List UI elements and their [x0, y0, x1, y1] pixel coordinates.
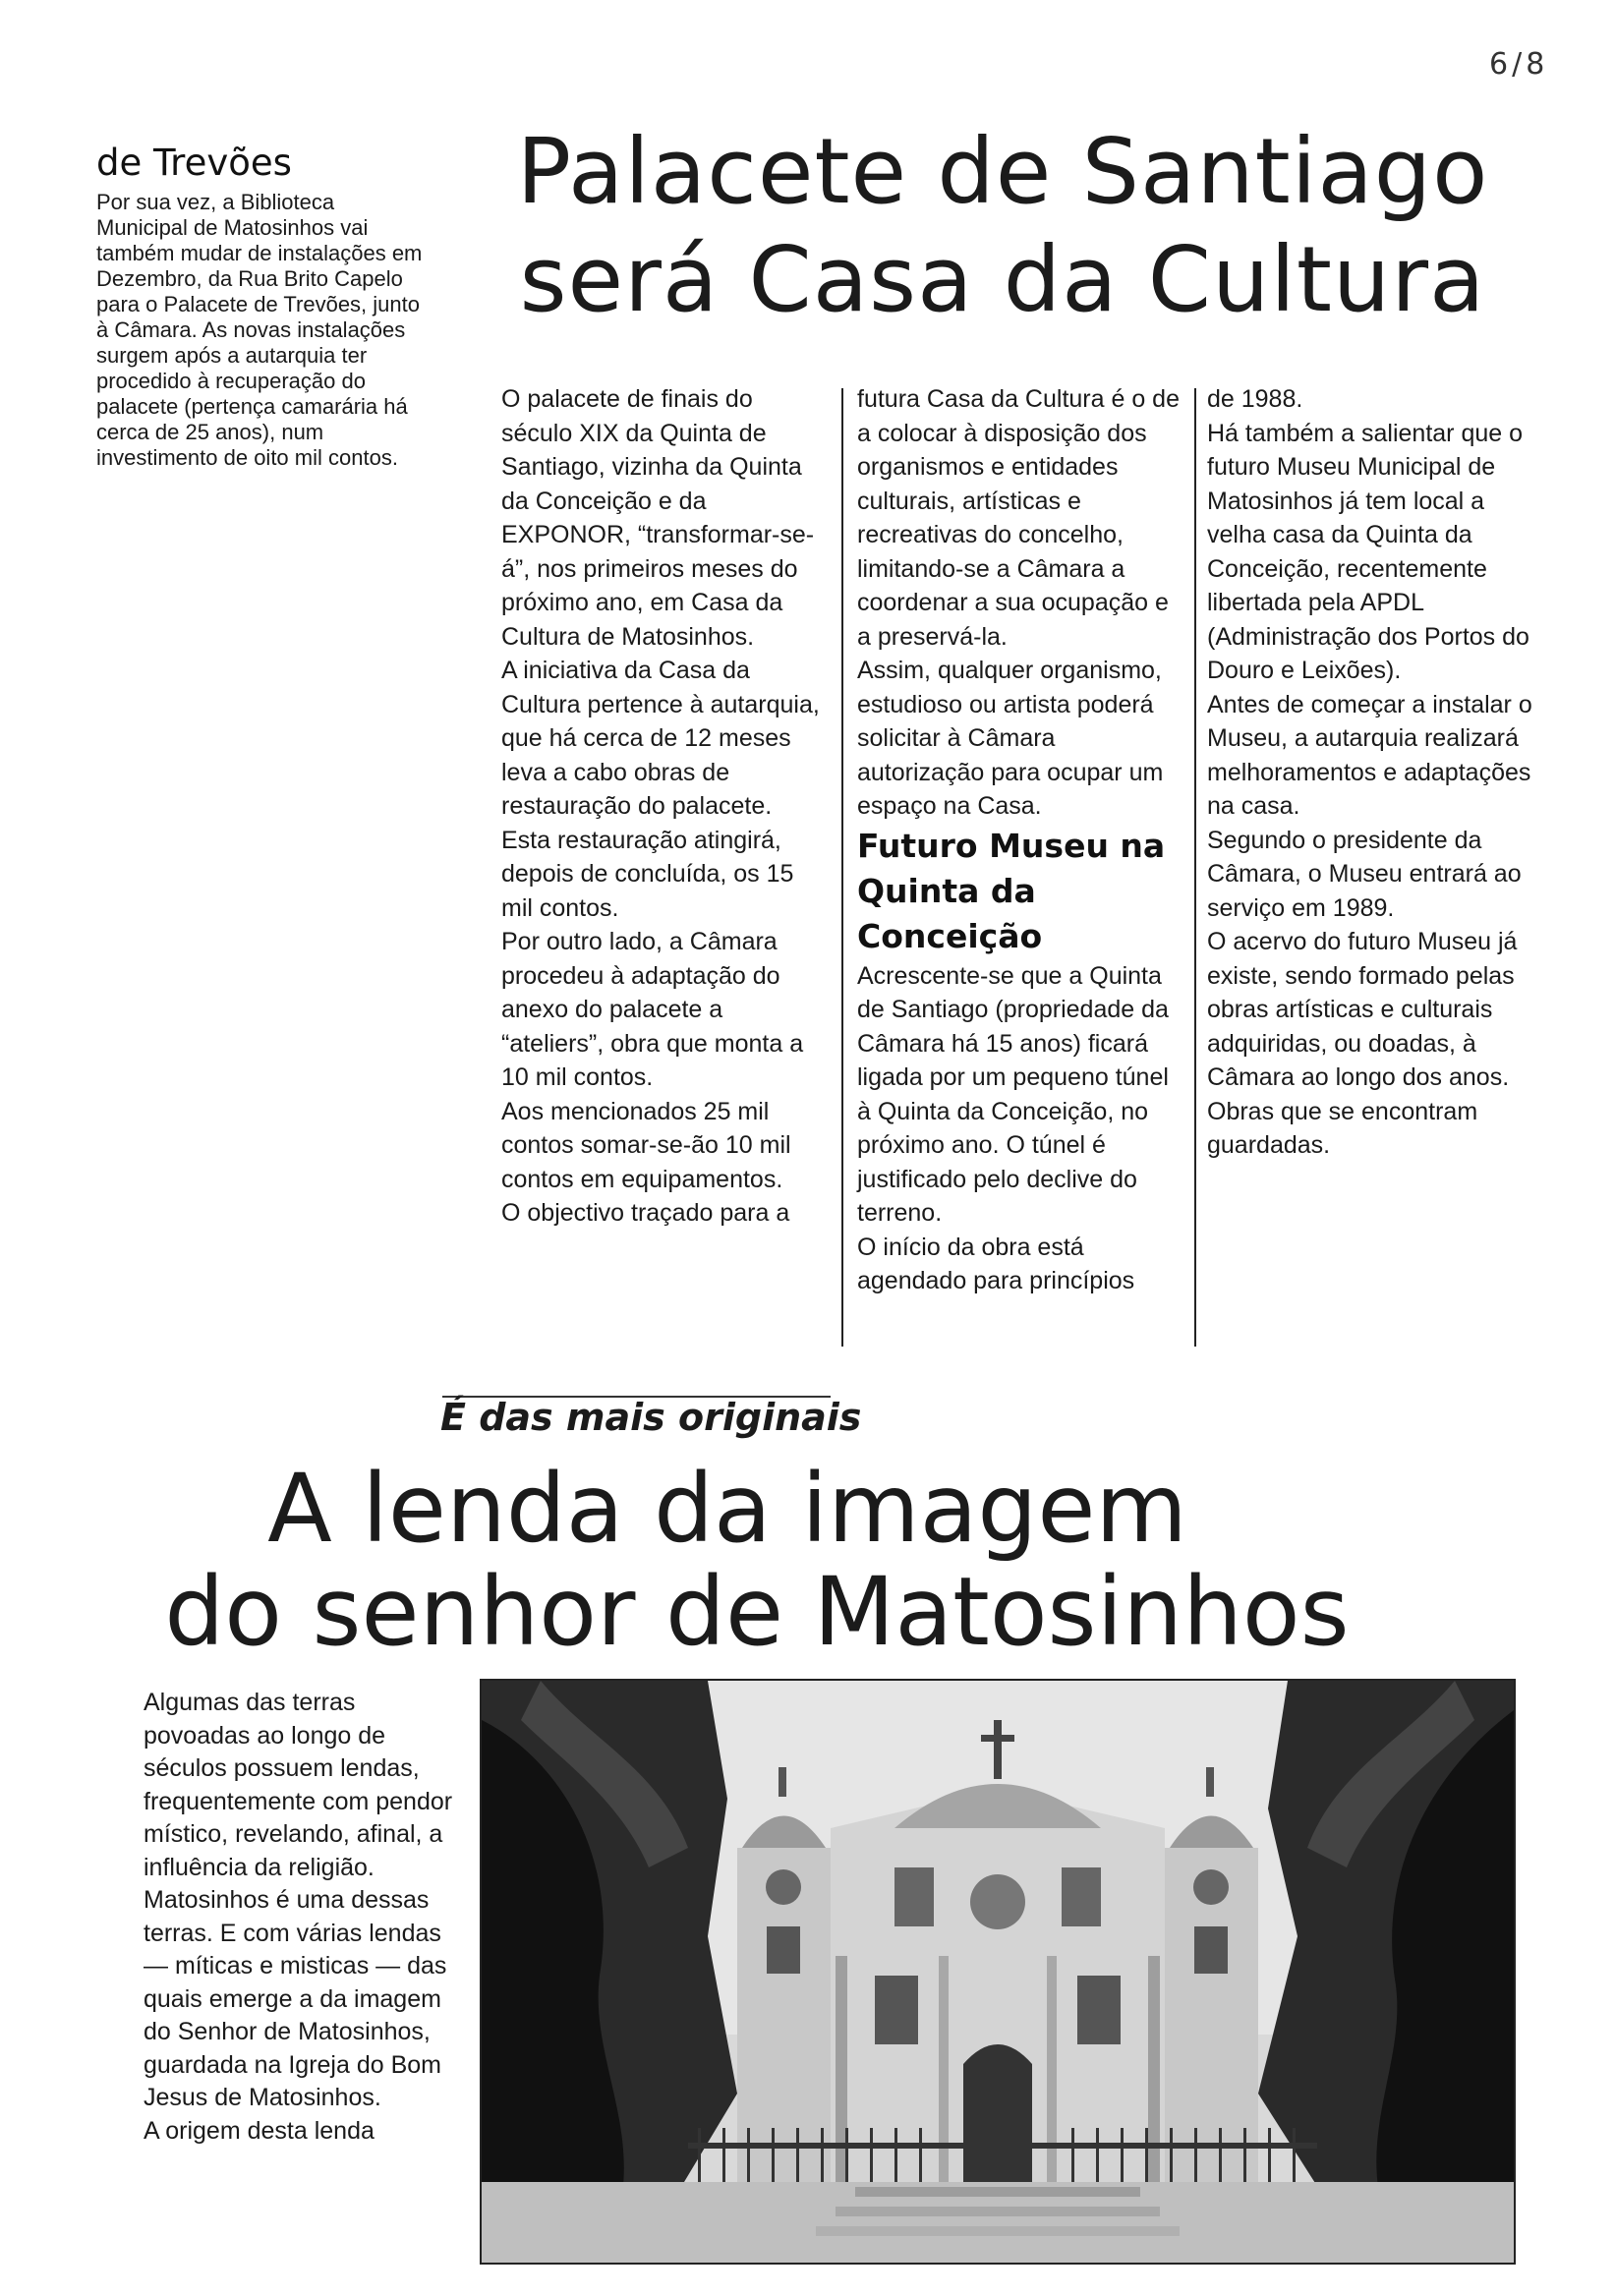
article1-column-2 [857, 382, 1182, 1298]
article1-headline-line2: será Casa da Cultura [519, 227, 1486, 332]
trevoes-column [96, 142, 431, 471]
paragraph: A origem desta lenda [144, 2116, 375, 2145]
article1-column-1 [501, 382, 826, 1231]
paragraph: Segundo o presidente da Câmara, o Museu entrará ao serviço em 1989. [1207, 826, 1522, 922]
paragraph: A iniciativa da Casa da Cultura pertence à autarquia, que há cerca de 12 meses leva a cabo obras de restauração do palacete. Esta restauração atingirá, depois de concluída, os 15 mil contos. [501, 657, 820, 922]
paragraph: Por outro lado, a Câmara procedeu à adaptação do anexo do palacete a “ateliers”, obra que monta a 10 mil contos. [501, 928, 804, 1091]
article2-kicker: É das mais originais [440, 1396, 862, 1439]
article1-headline-line1: Palacete de Santiago [516, 119, 1489, 224]
paragraph: Acrescente-se que a Quinta de Santiago (propriedade da Câmara há 15 anos) ficará ligada por um pequeno túnel à Quinta da Conceição, no próximo ano. O túnel é justificado pelo declive do terreno. [857, 961, 1169, 1227]
paragraph: futura Casa da Cultura é o de a colocar à disposição dos organismos e entidades culturais, artísticas e recreativas do concelho, limitando-se a Câmara a coordenar a sua ocupação e a preservá-la. [857, 385, 1180, 651]
paragraph: de 1988. [1207, 385, 1303, 413]
subheading: Futuro Museu na Quinta da Conceição [857, 826, 1166, 955]
paragraph: Antes de começar a instalar o Museu, a autarquia realizará melhoramentos e adaptações na casa. [1207, 690, 1532, 820]
paragraph: Assim, qualquer organismo, estudioso ou artista poderá solicitar à Câmara autorização para ocupar um espaço na Casa. [857, 657, 1164, 820]
article2-column [144, 1687, 468, 2148]
article1-column-3 [1207, 382, 1541, 1163]
paragraph: O início da obra está agendado para princípios [857, 1233, 1135, 1294]
paragraph: O palacete de finais do século XIX da Quinta de Santiago, vizinha da Quinta da Conceição e da EXPONOR, “transformar-se-á”, nos primeiros meses do próximo ano, em Casa da Cultura de Matosinhos. [501, 385, 815, 651]
column-divider [841, 388, 843, 1347]
paragraph: O acervo do futuro Museu já existe, sendo formado pelas obras artísticas e culturais adquiridas, ou doadas, à Câmara ao longo dos anos. Obras que se encontram guardadas. [1207, 928, 1518, 1159]
column-divider [1194, 388, 1196, 1347]
article2-headline-line1: A lenda da imagem [267, 1454, 1187, 1564]
paragraph: Algumas das terras povoadas ao longo de séculos possuem lendas, frequentemente com pendor místico, revelando, afinal, a influência da religião. [144, 1689, 453, 1881]
church-photo [480, 1679, 1516, 2265]
church-illustration [482, 1681, 1514, 2263]
paragraph: Aos mencionados 25 mil contos somar-se-ão 10 mil contos em equipamentos. [501, 1097, 791, 1193]
paragraph: Matosinhos é uma dessas terras. E com várias lendas — míticas e misticas — das quais emerge a da imagem do Senhor de Matosinhos, guardada na Igreja do Bom Jesus de Matosinhos. [144, 1886, 447, 2111]
page-number: 6/8 [1489, 47, 1549, 82]
trevoes-text: Por sua vez, a Biblioteca Municipal de Matosinhos vai também mudar de instalações em Dezembro, da Rua Brito Capelo para o Palacete de Trevões, junto à Câmara. As novas instalações surgem após a autarquia ter procedido à recuperação do palacete (pertença camarária há cerca de 25 anos), num investimento de oito mil contos. [96, 190, 423, 470]
trevoes-title: de Trevões [96, 142, 292, 184]
paragraph: O objectivo traçado para a [501, 1199, 790, 1227]
article2-headline-line2: do senhor de Matosinhos [164, 1557, 1350, 1667]
paragraph: Há também a salientar que o futuro Museu Municipal de Matosinhos já tem local a velha casa da Quinta da Conceição, recentemente libertada pela APDL (Administração dos Portos do Douro e Leixões). [1207, 419, 1529, 684]
